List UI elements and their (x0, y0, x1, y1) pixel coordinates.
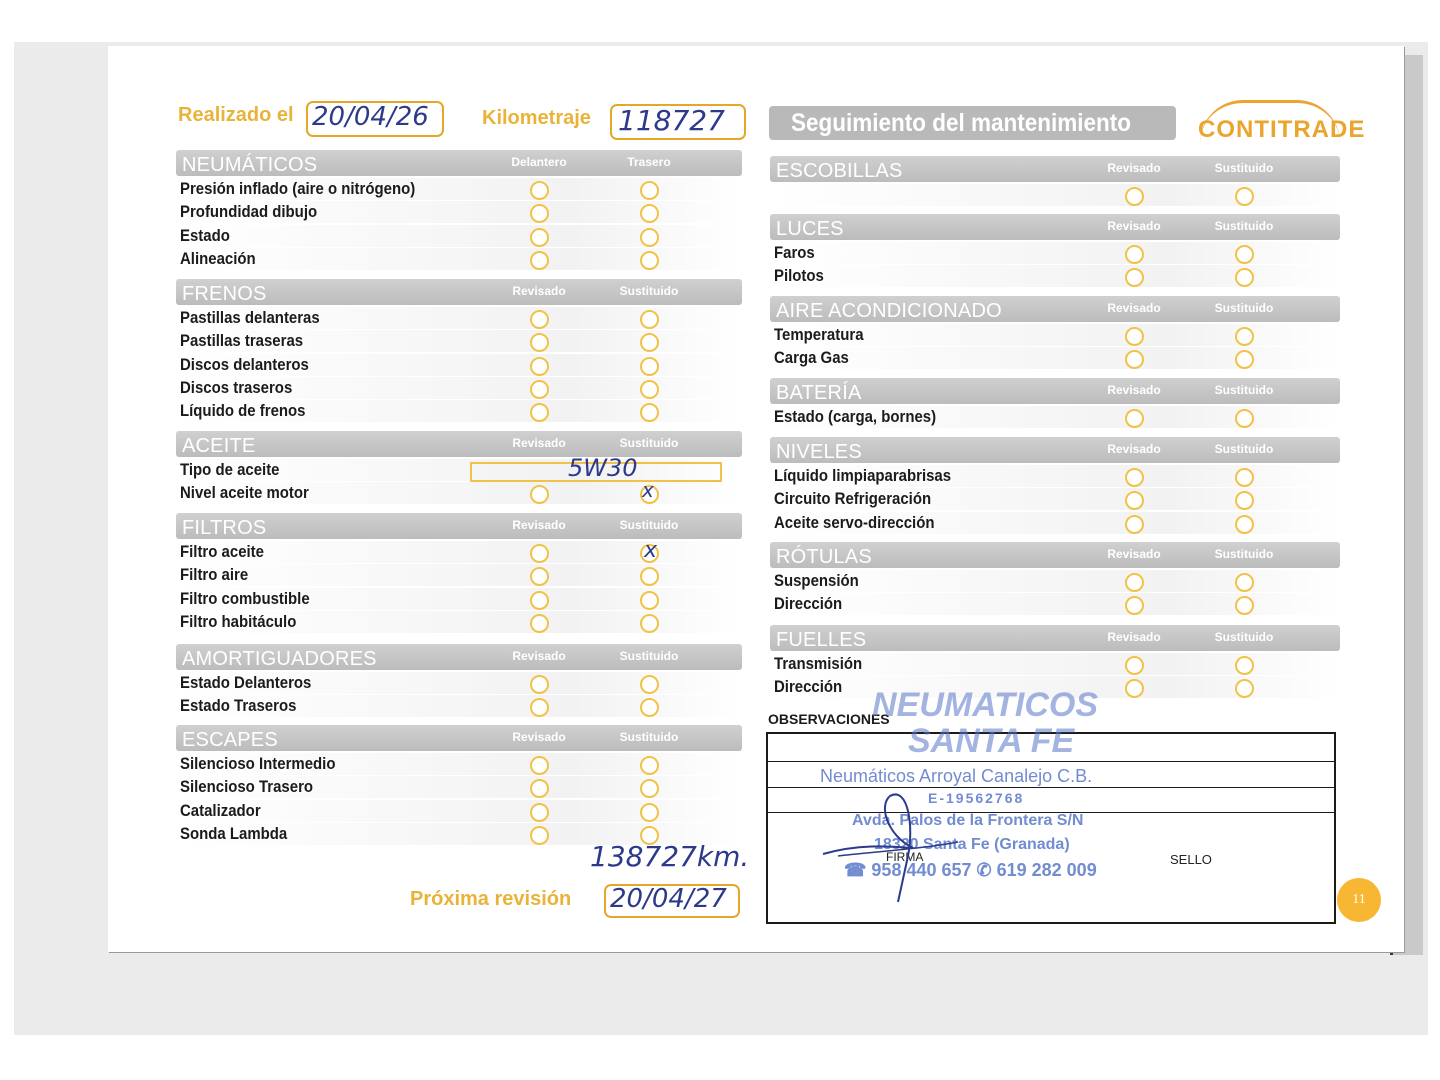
checkbox-col1[interactable] (530, 826, 549, 845)
checkbox-col2[interactable] (640, 756, 659, 775)
checkbox-col1[interactable] (530, 357, 549, 376)
column-header: Sustituido (1214, 219, 1274, 233)
column-header: Sustituido (1214, 630, 1274, 644)
stamp-line5: Avda. Palos de la Frontera S/N (852, 812, 1084, 829)
section-title: NIVELES (776, 441, 862, 463)
section-header-niveles (770, 437, 1340, 463)
column-header: Sustituido (1214, 547, 1274, 561)
column-header: Sustituido (619, 730, 679, 744)
section-title: FUELLES (776, 629, 867, 651)
column-header: Revisado (1107, 547, 1161, 561)
page-title-bar (769, 106, 1176, 140)
column-header: Sustituido (619, 518, 679, 532)
checkbox-col2[interactable] (1235, 573, 1254, 592)
item-estado: Estado (180, 225, 230, 245)
oil-filter-replaced-mark: x (644, 538, 658, 563)
column-header: Sustituido (1214, 161, 1274, 175)
item-estado-carga-bornes: Estado (carga, bornes) (774, 407, 937, 426)
section-header-bateria (770, 378, 1340, 404)
obs-line (768, 761, 1334, 762)
section-title: ACEITE (182, 435, 256, 457)
checkbox-col2[interactable] (640, 675, 659, 694)
item-transmision: Transmisión (774, 654, 863, 673)
checkbox-col1[interactable] (1125, 468, 1144, 487)
checkbox-col2[interactable] (1235, 409, 1254, 428)
column-header: Delantero (511, 155, 567, 169)
row-background (770, 184, 1340, 206)
item-direccion: Dirección (774, 594, 843, 614)
section-title: FILTROS (182, 517, 267, 539)
item-estado-traseros: Estado Traseros (180, 696, 297, 716)
item-silencioso-intermedio: Silencioso Intermedio (180, 754, 336, 773)
section-title: LUCES (776, 218, 844, 240)
oil-type-value: 5W30 (568, 454, 638, 482)
page-title: Seguimiento del mantenimiento (791, 109, 1132, 137)
item-discos-delanteros: Discos delanteros (180, 354, 309, 374)
realizado-value: 20/04/26 (312, 102, 429, 132)
section-title: ESCAPES (182, 729, 278, 751)
column-header: Revisado (512, 518, 566, 532)
section-header-aceite (176, 431, 742, 457)
section-title: RÓTULAS (776, 546, 872, 568)
item-pastillas-delanteras: Pastillas delanteras (180, 308, 320, 327)
page-number: 11 (1337, 878, 1381, 922)
section-header-escobillas (770, 156, 1340, 182)
sello-label: SELLO (1170, 852, 1212, 867)
checkbox-col2[interactable] (640, 357, 659, 376)
checkbox-col1[interactable] (530, 756, 549, 775)
checkbox-col1[interactable] (1125, 245, 1144, 264)
row-background (770, 265, 1340, 287)
item-carga-gas: Carga Gas (774, 348, 849, 368)
item-liquido-limpiaparabrisas: Líquido limpiaparabrisas (774, 466, 952, 485)
column-header: Sustituido (1214, 442, 1274, 456)
item-filtro-aire: Filtro aire (180, 565, 249, 585)
column-header: Revisado (1107, 442, 1161, 456)
item-aceite-servo-direccion: Aceite servo-dirección (774, 512, 935, 532)
checkbox-col2[interactable] (1235, 187, 1254, 206)
column-header: Revisado (1107, 301, 1161, 315)
checkbox-col1[interactable] (1125, 187, 1144, 206)
item-nivel-aceite-motor: Nivel aceite motor (180, 483, 309, 503)
observaciones-label: OBSERVACIONES (768, 711, 890, 727)
item-estado-delanteros: Estado Delanteros (180, 673, 312, 692)
item-discos-traseros: Discos traseros (180, 377, 293, 397)
column-header: Revisado (512, 436, 566, 450)
stamp-line7: ☎ 958 440 657 ✆ 619 282 009 (844, 860, 1097, 880)
checkbox-col1[interactable] (530, 614, 549, 633)
item-catalizador: Catalizador (180, 800, 261, 820)
checkbox-col1[interactable] (530, 591, 549, 610)
item-faros: Faros (774, 243, 815, 262)
firma-label: FIRMA (886, 850, 924, 864)
checkbox-col2[interactable] (1235, 515, 1254, 534)
checkbox-col1[interactable] (530, 228, 549, 247)
item-sonda-lambda: Sonda Lambda (180, 823, 288, 843)
checkbox-col2[interactable] (640, 310, 659, 329)
section-title: NEUMÁTICOS (182, 154, 318, 176)
column-header: Sustituido (619, 649, 679, 663)
stamp-line3: Neumáticos Arroyal Canalejo C.B. (820, 766, 1093, 786)
column-header: Revisado (512, 649, 566, 663)
section-header-aire-acondicionado (770, 296, 1340, 322)
checkbox-col1[interactable] (530, 803, 549, 822)
checkbox-col1[interactable] (530, 544, 549, 563)
checkbox-col2[interactable] (640, 181, 659, 200)
checkbox-col2[interactable] (640, 591, 659, 610)
column-header: Revisado (512, 730, 566, 744)
proxima-value: 20/04/27 (610, 884, 727, 914)
checkbox-col1[interactable] (1125, 515, 1144, 534)
item-circuito-refrigeracion: Circuito Refrigeración (774, 489, 932, 509)
realizado-label: Realizado el (178, 104, 294, 126)
item-pastillas-traseras: Pastillas traseras (180, 331, 304, 351)
item-filtro-combustible: Filtro combustible (180, 588, 310, 608)
column-header: Sustituido (619, 284, 679, 298)
checkbox-col1[interactable] (1125, 327, 1144, 346)
column-header: Revisado (1107, 383, 1161, 397)
proxima-label: Próxima revisión (410, 888, 572, 910)
stamp-line4: E-19562768 (928, 790, 1025, 806)
item-liquido-de-frenos: Líquido de frenos (180, 401, 306, 421)
checkbox-col2[interactable] (640, 228, 659, 247)
checkbox-col2[interactable] (1235, 327, 1254, 346)
checkbox-col1[interactable] (530, 181, 549, 200)
item-filtro-aceite: Filtro aceite (180, 542, 264, 561)
section-header-escapes (176, 725, 742, 751)
item-direccion: Dirección (774, 677, 843, 697)
checkbox-col1[interactable] (530, 675, 549, 694)
row-background (770, 593, 1340, 615)
item-suspension: Suspensión (774, 571, 859, 590)
column-header: Revisado (1107, 219, 1161, 233)
kilometraje-value: 118727 (618, 104, 725, 137)
section-header-amortiguadores (176, 644, 742, 670)
checkbox-col2[interactable] (640, 380, 659, 399)
item-presion-inflado-aire-o-nitrogeno: Presión inflado (aire o nitrógeno) (180, 179, 416, 198)
checkbox-col1[interactable] (1125, 409, 1144, 428)
section-header-fuelles (770, 625, 1340, 651)
checkbox-col1[interactable] (530, 251, 549, 270)
item-temperatura: Temperatura (774, 325, 864, 344)
section-title: AMORTIGUADORES (182, 648, 377, 670)
column-header: Revisado (512, 284, 566, 298)
item-silencioso-trasero: Silencioso Trasero (180, 777, 314, 797)
maintenance-page (108, 46, 1404, 952)
checkbox-col1[interactable] (1125, 573, 1144, 592)
section-header-luces (770, 214, 1340, 240)
column-header: Revisado (1107, 161, 1161, 175)
checkbox-col2[interactable] (1235, 468, 1254, 487)
section-header-frenos (176, 279, 742, 305)
item-tipo-de-aceite: Tipo de aceite (180, 460, 280, 479)
kilometraje-label: Kilometraje (482, 107, 591, 129)
checkbox-col2[interactable] (640, 251, 659, 270)
section-title: FRENOS (182, 283, 267, 305)
checkbox-col1[interactable] (530, 310, 549, 329)
section-header-filtros (176, 513, 742, 539)
checkbox-col1[interactable] (1125, 656, 1144, 675)
column-header: Sustituido (619, 436, 679, 450)
item-alineacion: Alineación (180, 248, 256, 268)
section-title: BATERÍA (776, 382, 862, 404)
stamp-line1: NEUMATICOS (872, 686, 1099, 724)
item-profundidad-dibujo: Profundidad dibujo (180, 202, 318, 222)
stamp-line2: SANTA FE (908, 722, 1075, 760)
checkbox-col2[interactable] (640, 614, 659, 633)
checkbox-col2[interactable] (1235, 245, 1254, 264)
checkbox-col2[interactable] (1235, 656, 1254, 675)
section-title: AIRE ACONDICIONADO (776, 300, 1002, 322)
contitrade-logo: CONTITRADE (1198, 116, 1366, 143)
item-pilotos: Pilotos (774, 266, 824, 286)
checkbox-col1[interactable] (530, 380, 549, 399)
item-filtro-habitaculo: Filtro habitáculo (180, 611, 297, 631)
section-header-rotulas (770, 542, 1340, 568)
oil-replaced-mark: x (642, 478, 654, 502)
stamp-line6: 18320 Santa Fe (Granada) (874, 836, 1070, 853)
column-header: Sustituido (1214, 301, 1274, 315)
signature-scribble (818, 786, 968, 906)
column-header: Trasero (627, 155, 671, 169)
section-title: ESCOBILLAS (776, 160, 903, 182)
checkbox-col2[interactable] (640, 803, 659, 822)
section-header-neumaticos (176, 150, 742, 176)
column-header: Sustituido (1214, 383, 1274, 397)
row-background (770, 242, 1340, 264)
next-km-value: 138727km. (590, 840, 750, 873)
row-background (770, 347, 1340, 369)
column-header: Revisado (1107, 630, 1161, 644)
